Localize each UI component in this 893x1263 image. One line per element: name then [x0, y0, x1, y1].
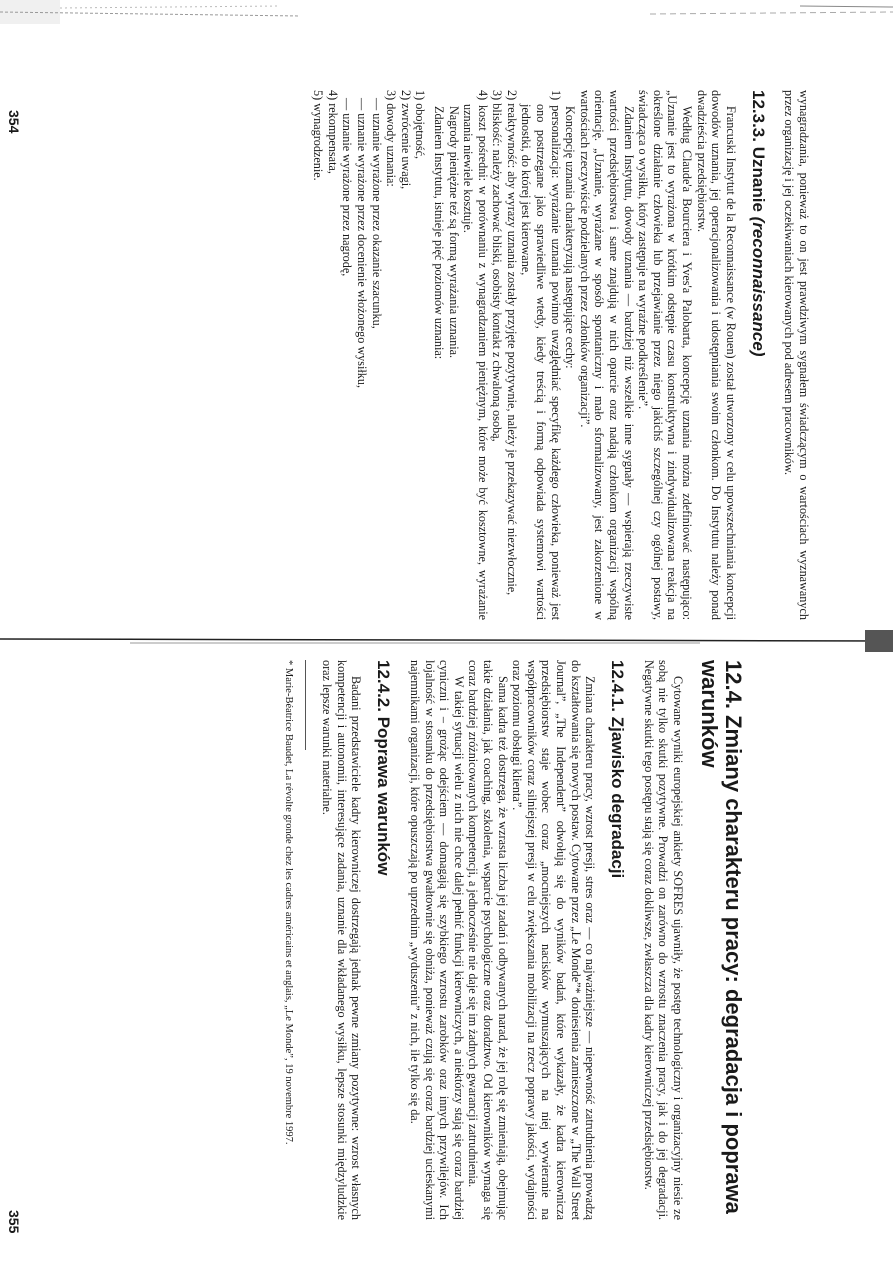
right-page	[25, 660, 745, 1220]
footnote: * Marie-Béatrice Baudet, La révolte gronde chez les cadres américains et anglais, „Le Monde”, 19 novembre 1997.	[282, 660, 294, 1145]
section-number: 12.3.3.	[748, 90, 768, 142]
list-item: — uznanie wyrażone przez docenienie włożonego wysiłku,	[354, 98, 369, 389]
list-item: 1) obojętność,	[413, 90, 428, 160]
paragraph: Francuski Instytut de la Reconnaissance (w Rouen) został utworzony w celu upowszechniania koncepcji dowodów uznania, jej operacjonalizowania i udostępniania swoim członkom. Do Instytutu należy ponad dwadzieścia przedsiębiorstw.	[694, 90, 738, 620]
list-item: 2) zwrócenie uwagi,	[398, 90, 413, 190]
list-item: 4) koszt pośredni: w porównaniu z wynagradzaniem pieniężnym, które może być kosztowne, wyrażanie uznania niewiele kosztuje.	[461, 90, 490, 620]
list-item: 3) bliskość: należy zachować bliski, osobisty kontakt z chwaloną osobą,	[490, 90, 505, 442]
list-item: 3) dowody uznania:	[384, 90, 399, 187]
footnote-rule	[305, 660, 306, 750]
paragraph: W takiej sytuacji wielu z nich nie chce dalej pełnić funkcji kierowniczych, a niektórzy stają się coraz bardziej cyniczni i – grożąc odejściem — domagają się szybkiego wzrostu zarobków oraz innych przywilejów. Ich lojalność w stosunku do przedsiębiorstwa gwałtownie się obniża, ponieważ czują się coraz bardziej ucieskanymi najemnikami organizacji, które opuszczają po uprzednim „wyduszeniu” z nich, ile tylko się da.	[408, 660, 466, 1220]
book-gutter	[0, 630, 893, 652]
paragraph: Cytowane wyniki europejskiej ankiety SOFRES ujawniły, że postęp technologiczny i organizacyjny niesie ze sobą nie tylko skutki pozytywne. Prowadzi on zarówno do wzrostu znaczenia pracy, jak i do jej degradacji. Negatywne skutki tego postępu stają się coraz dokliwsze, zwłaszcza dla kadry kierowniczej przedsiębiorstw.	[641, 660, 685, 1220]
paragraph: Zdaniem Instytutu, istnieje pięć poziomów uznania:	[431, 106, 446, 360]
list-item: 1) personalizacja: wyrażanie uznania powinno uwzględniać specyfikę każdego człowieka, ponieważ jest ono postrzegane jako sprawiedliwe wtedy, kiedy treścią i formą odpowiada systemowi wartości jednostki, do której jest kierowane,	[519, 90, 563, 620]
page-number-left: 354	[6, 110, 22, 134]
chapter-number: 12.4.	[721, 660, 746, 709]
subsection-heading: 12.4.1. Zjawisko degradacji	[608, 660, 628, 879]
page-number-right: 355	[6, 1210, 22, 1234]
left-page	[11, 90, 811, 620]
subsection-heading: 12.4.2. Poprawa warunków	[374, 660, 394, 876]
paragraph: Według Claude'a Bourciera i Yves'a Palobarta, koncepcję uznania można zdefiniować następująco: „Uznanie jest to wyrażona w krótkim odstępie czasu konstruktywna i zindywidualizowana reakcja na określone działanie człowieka lub przejawianie przez niego jakichś szczególnej czy ogólnej postawy, świadcząca o wysiłku, który zastępuje na wyraźne podkreślenie”.	[636, 90, 695, 620]
list-item: 5) wynagrodzenie.	[311, 90, 326, 181]
section-title-italic: (reconnaissance)	[748, 216, 768, 357]
paragraph: Sama kadra też dostrzega, że wzrasta liczba jej zadań i odbywanych narad, że jej rolę się zmieniają, obejmując takie działania, jak coaching, szkolenia, wsparcie psychologiczne oraz doradztwo. Od kierowników wymaga się coraz bardziej zróżnicowanych kompetencji, a jednocześnie nie daje się im żadnych gwarancji zatrudnienia.	[466, 660, 510, 1220]
paragraph: Koncepcję uznania charakteryzują następujące cechy:	[563, 106, 578, 369]
paragraph: Nagrody pieniężne też są formą wyrażania uznania.	[446, 106, 461, 359]
intro-paragraph: wynagradzania, ponieważ to on jest prawdziwym sygnałem świadczącym o wartościach wyznawanych przez organizację i jej oczekiwaniach kierowanych pod adresem pracowników.	[782, 90, 811, 620]
section-title: Uznanie	[748, 146, 768, 212]
chapter-title: Zmiany charakteru pracy: degradacja i poprawa warunków	[697, 660, 746, 1214]
paragraph: Zmiana charakteru pracy, wzrost presji, stres oraz — co najważniejsze — niepewność zatrudnienia prowadzą do kształtowania się nowych postaw. Cytowane przez „Le Monde”* doniesienia zamieszczone w „The Wall Street Journal”, „The Independent” odwołują się do wyników badań, które wykazały, że kadra kierownicza przedsiębiorstw staje wobec coraz „mocniejszych nacisków wymuszających na niej wywieranie na współpracowników coraz silniejszej presji w celu zwiększania mobilizacji na rzecz poprawy jakości, wydajności oraz poziomu obsługi klienta”.	[510, 660, 598, 1220]
features-list	[461, 90, 563, 620]
paragraph: Badani przedstawiciele kadry kierowniczej dostrzegają jednak pewne zmiany pozytywne: wzrost własnych kompetencji i autonomii, interesujące zadania, uznanie dla wkładanego wysiłku, lepsze stosunki międzyludzkie oraz lepsze warunki materialne.	[320, 660, 364, 1220]
chapter-heading	[697, 660, 745, 1220]
paragraph: Zdaniem Instytutu, dowody uznania — bardziej niż wszelkie inne sygnały — wspierają rzeczywiste wartości przedsiębiorstwa i same znajdują w nich oparcie oraz nadają członkom organizacji wspólną orientację. „Uznanie, wyrażane w sposób spontaniczny i mało sformalizowany, jest zakorzenione w wartościach rzeczywiście podzielanych przez członków organizacji”.	[577, 90, 636, 620]
list-item: 4) rekompensata,	[325, 90, 340, 174]
list-item: — uznanie wyrażone przez okazanie szacunku,	[369, 98, 384, 329]
levels-list	[311, 90, 428, 620]
list-item: — uznanie wyrażone przez nagrodę,	[340, 98, 355, 277]
list-item: 2) reaktywność: aby wyrazy uznania zostały przyjęte pozytywnie, należy je przekazywać niezwłocznie,	[504, 90, 519, 596]
scan-edge-noise	[0, 0, 893, 26]
section-heading-uznanie	[748, 90, 768, 620]
